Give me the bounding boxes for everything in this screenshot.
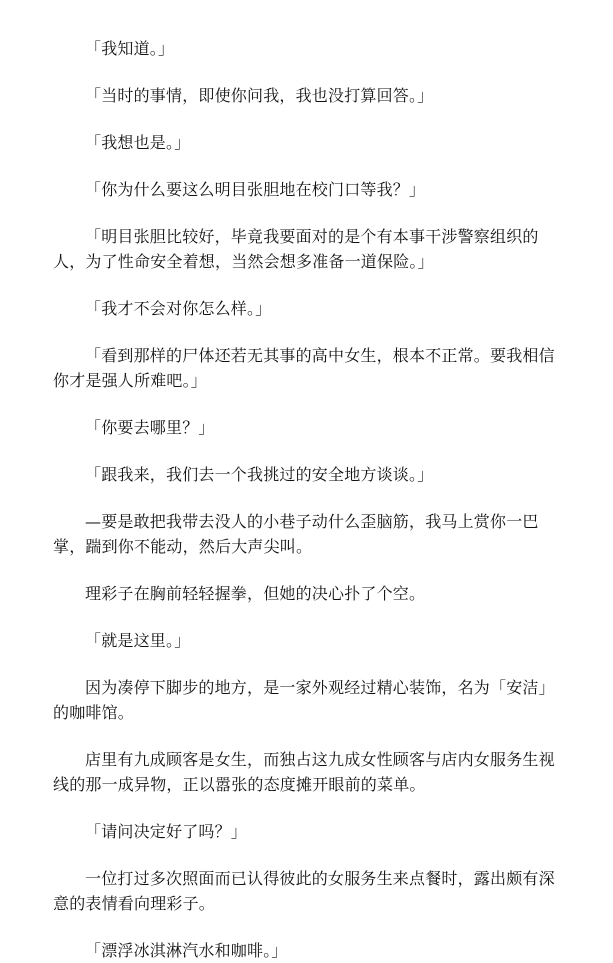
paragraph-10: —要是敢把我带去没人的小巷子动什么歪脑筋，我马上赏你一巴掌，踹到你不能动，然后大声尖叫。	[53, 512, 539, 556]
paragraph-15: 「请问决定好了吗？」	[85, 822, 248, 841]
paragraph-4: 「你为什么要这么明目张胆地在校门口等我？」	[85, 180, 426, 199]
paragraph-8: 「你要去哪里？」	[85, 418, 215, 437]
paragraph-5: 「明目张胆比较好，毕竟我要面对的是个有本事干涉警察组织的人，为了性命安全着想，当然会想多准备一道保险。」	[53, 227, 539, 271]
paragraph-6: 「我才不会对你怎么样。」	[85, 299, 272, 318]
paragraph-16: 一位打过多次照面而已认得彼此的女服务生来点餐时，露出颇有深意的表情看向理彩子。	[53, 869, 555, 913]
paragraph-11: 理彩子在胸前轻轻握拳，但她的决心扑了个空。	[85, 584, 426, 603]
paragraph-3: 「我想也是。」	[85, 133, 191, 152]
paragraph-13: 因为凑停下脚步的地方，是一家外观经过精心装饰，名为「安洁」的咖啡馆。	[53, 678, 555, 722]
paragraph-9: 「跟我来，我们去一个我挑过的安全地方谈谈。」	[85, 465, 434, 484]
paragraph-12: 「就是这里。」	[85, 631, 191, 650]
paragraph-14: 店里有九成顾客是女生，而独占这九成女性顾客与店内女服务生视线的那一成异物，正以嚣张的态度摊开眼前的菜单。	[53, 750, 555, 794]
paragraph-1: 「我知道。」	[85, 39, 175, 58]
paragraph-17: 「漂浮冰淇淋汽水和咖啡。」	[85, 941, 288, 960]
paragraph-7: 「看到那样的尸体还若无其事的高中女生，根本不正常。要我相信你才是强人所难吧。」	[53, 346, 555, 390]
paragraph-2: 「当时的事情，即使你问我，我也没打算回答。」	[85, 86, 434, 105]
